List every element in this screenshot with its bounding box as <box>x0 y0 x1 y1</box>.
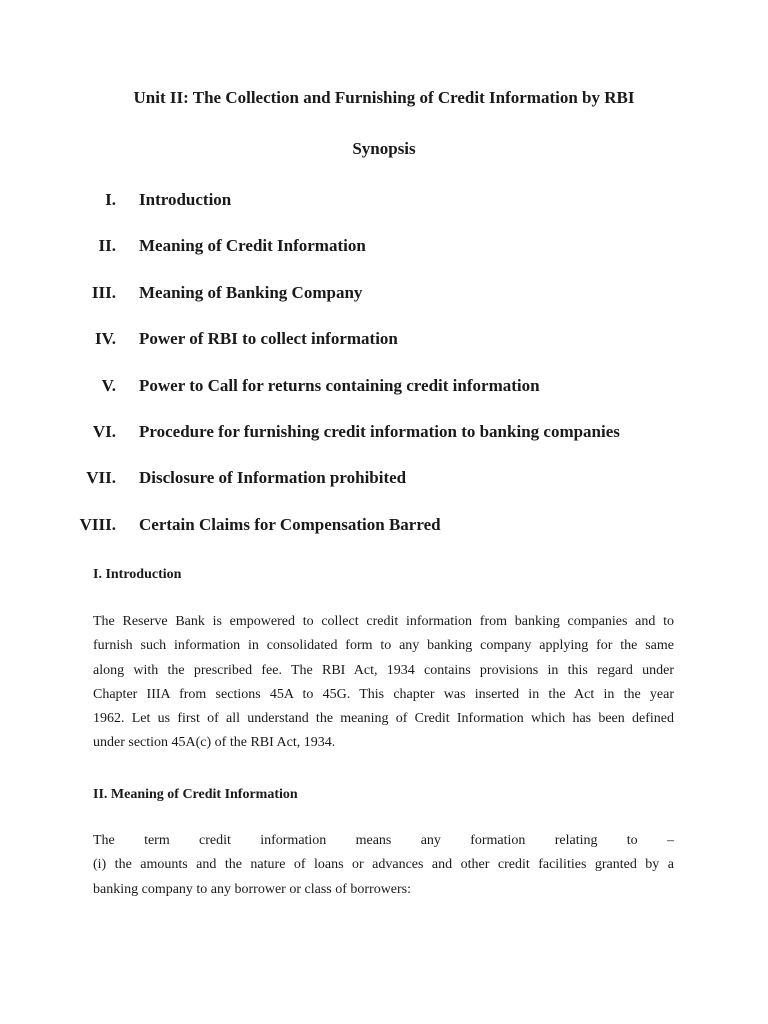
paragraph-line: The Reserve Bank is empowered to collect credit information from banking companies and to <box>93 614 674 629</box>
synopsis-item-text: Meaning of Credit Information <box>139 236 366 256</box>
section-heading-introduction: I. Introduction <box>93 567 182 582</box>
synopsis-item <box>0 468 768 514</box>
paragraph-line: banking company to any borrower or class of borrowers: <box>93 881 412 897</box>
document-title: Unit II: The Collection and Furnishing of Credit Information by RBI <box>133 88 635 107</box>
synopsis-item <box>0 515 768 561</box>
synopsis-item-text: Power to Call for returns containing credit information <box>139 375 540 395</box>
paragraph-line: under section 45A(c) of the RBI Act, 1934. <box>93 735 336 751</box>
synopsis-item-text: Meaning of Banking Company <box>139 282 363 302</box>
synopsis-item-text: Introduction <box>139 190 232 209</box>
section-heading-credit-information: II. Meaning of Credit Information <box>93 787 298 802</box>
paragraph-line: along with the prescribed fee. The RBI Act, 1934 contains provisions in this regard under <box>93 662 674 678</box>
synopsis-item-number: V. <box>101 375 116 395</box>
synopsis-item <box>0 190 768 236</box>
paragraph-line: furnish such information in consolidated form to any banking company applying for the same <box>93 638 674 654</box>
paragraph-line: 1962. Let us first of all understand the meaning of Credit Information which has been defined <box>93 711 674 727</box>
credit-information-paragraph <box>93 829 674 902</box>
synopsis-item <box>0 329 768 375</box>
synopsis-item-number: VIII. <box>79 514 116 534</box>
synopsis-item-text: Disclosure of Information prohibited <box>139 468 407 488</box>
synopsis-item-text: Certain Claims for Compensation Barred <box>139 514 441 534</box>
synopsis-item-number: II. <box>98 236 116 256</box>
synopsis-item <box>0 422 768 468</box>
synopsis-item-number: VI. <box>92 421 116 441</box>
synopsis-item-text: Power of RBI to collect information <box>139 329 398 349</box>
paragraph-line: The term credit information means any formation relating to – <box>93 833 674 848</box>
introduction-paragraph <box>93 610 674 756</box>
synopsis-item-text: Procedure for furnishing credit information to banking companies <box>139 421 620 441</box>
synopsis-item-number: IV. <box>95 329 116 349</box>
synopsis-item <box>0 283 768 329</box>
paragraph-line: (i) the amounts and the nature of loans or advances and other credit facilities granted by a <box>93 857 674 873</box>
synopsis-heading: Synopsis <box>352 139 416 158</box>
synopsis-item <box>0 376 768 422</box>
synopsis-item <box>0 236 768 282</box>
paragraph-line: Chapter IIIA from sections 45A to 45G. This chapter was inserted in the Act in the year <box>93 686 674 702</box>
synopsis-item-number: VII. <box>86 468 116 488</box>
synopsis-list <box>0 190 768 561</box>
synopsis-item-number: I. <box>105 190 116 209</box>
synopsis-item-number: III. <box>91 282 116 302</box>
